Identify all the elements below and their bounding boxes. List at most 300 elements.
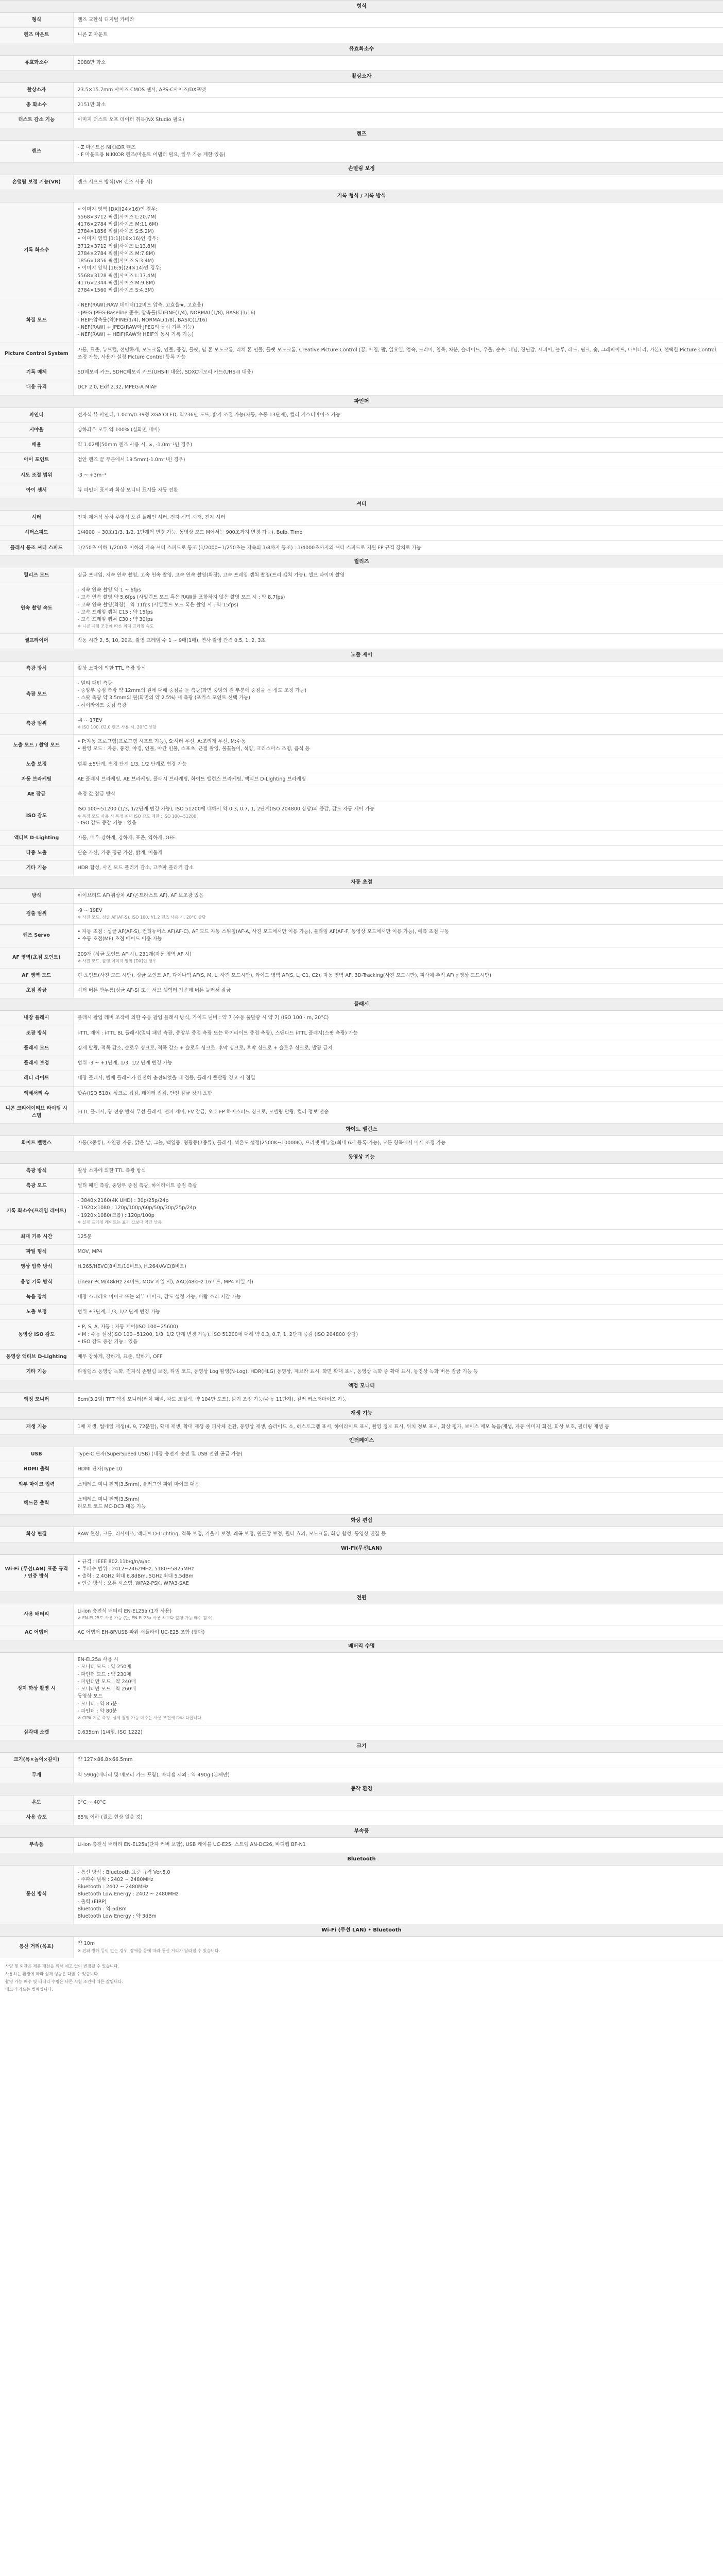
spec-value-line: 작동 시간 2, 5, 10, 20초, 촬영 프레임 수 1 ~ 9매(1매), 연사 촬영 간격 0.5, 1, 2, 3초 xyxy=(77,638,266,644)
spec-row xyxy=(0,1937,723,1958)
spec-value-line: i-TTL 플래시, 광 전송 방식 무선 플래시, 전파 제어, FV 잠금, 오토 FP 하이스피드 싱크로, 모델링 발광, 컬러 정보 전송 xyxy=(77,1109,329,1115)
spec-value-line: • 출력 : 2.4GHz 최대 6.8dBm, 5GHz 최대 5.5dBm xyxy=(77,1573,194,1579)
spec-row xyxy=(0,583,723,634)
spec-value xyxy=(73,1041,723,1056)
spec-value xyxy=(73,365,723,380)
spec-value xyxy=(73,453,723,468)
spec-row xyxy=(0,438,723,453)
spec-label: 니콘 크리에이티브 라이팅 시스템 xyxy=(0,1101,73,1124)
spec-row xyxy=(0,1865,723,1924)
spec-row xyxy=(0,365,723,380)
spec-label: 대응 규격 xyxy=(0,380,73,395)
spec-row xyxy=(0,540,723,555)
spec-value xyxy=(73,1350,723,1365)
spec-label: 렌즈 마운트 xyxy=(0,28,73,43)
spec-row xyxy=(0,1041,723,1056)
spec-value-line: 측정 값 잠금 방식 xyxy=(77,791,115,797)
spec-label: 렌즈 xyxy=(0,140,73,163)
spec-value-line: 209개 (싱글 포인트 AF 시), 231개(자동 영역 AF 시) xyxy=(77,951,192,957)
spec-row xyxy=(0,1245,723,1260)
spec-label: 유효화소수 xyxy=(0,55,73,70)
spec-value-line: 약 10m xyxy=(77,1941,95,1947)
spec-row xyxy=(0,1071,723,1086)
spec-value-line: AC 어댑터 EH-8P/USB 파워 서플라이 UC-E25 조합 (별매) xyxy=(77,1629,205,1635)
spec-value xyxy=(73,1320,723,1350)
spec-value-line: - 고속 프레임 캡쳐 C30 : 약 30fps xyxy=(77,617,153,622)
spec-row xyxy=(0,831,723,845)
spec-value xyxy=(73,1290,723,1304)
spec-value-line: • 이미지 영역 [1:1](16×16)인 경우: xyxy=(77,236,159,242)
spec-value-line: 2151만 화소 xyxy=(77,102,106,108)
spec-row xyxy=(0,1768,723,1783)
spec-value xyxy=(73,540,723,555)
spec-row xyxy=(0,676,723,713)
spec-value xyxy=(73,1163,723,1178)
spec-label: 셀프타이머 xyxy=(0,634,73,649)
spec-value-line: SD메모리 카드, SDHC메모리 카드(UHS-II 대응), SDXC메모리 카드(UHS-II 대응) xyxy=(77,369,253,375)
spec-value-line: 4176×2344 픽셀(사이즈 M:9.8M) xyxy=(77,280,155,286)
spec-value xyxy=(73,1194,723,1230)
spec-value-line: 플래시 팝업 레버 조작에 의한 수동 팝업 플래시 방식, 가이드 넘버 : 약 7 (수동 풀발광 시 약 7) (ISO 100 · m, 20°C) xyxy=(77,1015,329,1021)
spec-value-line: ※ 사진 모드, 싱글 AF(AF-S), ISO 100, f/1.2 렌즈 사용 시, 20°C 상당 xyxy=(77,915,206,920)
spec-row xyxy=(0,903,723,924)
section-title: 액정 모니터 xyxy=(0,1380,723,1392)
spec-value xyxy=(73,1492,723,1515)
spec-value-line: 리모트 코드 MC-DC3 대응 가능 xyxy=(77,1504,146,1510)
spec-value-line: 타임랩스 동영상 녹화, 전자식 손떨림 보정, 타임 코드, 동영상 Log 촬영(N-Log), HDR(HLG) 동영상, 제브라 표시, 화면 확대 표시, 동영상 녹화 중 확대 표시, 동영상 녹화 버튼 잠금 기능 등 xyxy=(77,1369,478,1375)
spec-value-line: - JPEG:JPEG-Baseline 준수, 압축률(약)FINE(1/4), NORMAL(1/8), BASIC(1/16) xyxy=(77,310,256,316)
spec-value-line: • 촬영 모드 : 자동, 풍경, 야경, 인물, 야간 인물, 스포츠, 근접 촬영, 불꽃놀이, 석양, 크리스마스 조명, 음식 등 xyxy=(77,746,310,752)
section-title: 인터페이스 xyxy=(0,1435,723,1447)
section-header xyxy=(0,1640,723,1653)
spec-value-line: 8cm(3.2형) TFT 액정 모니터(터치 패널, 각도 조절식, 약 104만 도트), 밝기 조정 가능(수동 11단계), 컬러 커스터마이즈 가능 xyxy=(77,1396,347,1402)
spec-value-line: RAW 현상, 크롭, 리사이즈, 액티브 D-Lighting, 적목 보정, 기울기 보정, 왜곡 보정, 원근감 보정, 필터 효과, 모노크롬, 화상 합성, 동영상 편집 등 xyxy=(77,1531,386,1537)
spec-value xyxy=(73,408,723,422)
section-header xyxy=(0,190,723,202)
spec-table-body xyxy=(0,1,723,1958)
spec-value xyxy=(73,202,723,298)
spec-value-line: 렌즈 시프트 방식(VR 렌즈 사용 시) xyxy=(77,179,153,185)
spec-row xyxy=(0,1753,723,1768)
spec-label: AC 어댑터 xyxy=(0,1625,73,1640)
spec-value xyxy=(73,113,723,128)
spec-row xyxy=(0,28,723,43)
spec-value xyxy=(73,1101,723,1124)
spec-value xyxy=(73,1865,723,1924)
spec-row xyxy=(0,298,723,343)
section-title: 형식 xyxy=(0,1,723,13)
spec-value xyxy=(73,343,723,365)
spec-value-line: - NEF(RAW) + HEIF(RAW와 HEIF의 동시 기록 기능) xyxy=(77,332,194,338)
spec-value-line: EN-EL25a 사용 시 xyxy=(77,1657,118,1663)
section-title: 화이트 밸런스 xyxy=(0,1124,723,1136)
section-title: 유효화소수 xyxy=(0,43,723,55)
section-title: 전원 xyxy=(0,1591,723,1604)
spec-label: 플래시 동조 셔터 스피드 xyxy=(0,540,73,555)
spec-value-line: • P:자동 프로그램(프로그램 시프트 가능), S:셔터 우선, A:조리개 우선, M:수동 xyxy=(77,739,246,744)
spec-value xyxy=(73,1462,723,1477)
spec-value-line: • 인증 방식 : 오픈 시스템, WPA2-PSK, WPA3-SAE xyxy=(77,1581,189,1587)
spec-value xyxy=(73,676,723,713)
spec-label: ISO 감도 xyxy=(0,802,73,831)
spec-label: 초점 잠금 xyxy=(0,984,73,998)
spec-value-line: HDR 합성, 사진 모드 플리커 감소, 고주파 플리커 감소 xyxy=(77,865,194,871)
spec-value-line: 전자식 뷰 파인더, 1.0cm/0.39형 XGA OLED, 약236만 도트, 밝기 조절 가능(자동, 수동 13단계), 컬러 커스터마이즈 가능 xyxy=(77,412,340,418)
spec-value-line: • 이미지 영역 [DX](24×16)인 경우: xyxy=(77,207,158,213)
section-title: 화상 편집 xyxy=(0,1515,723,1527)
spec-value-line: ※ 전파 방해 등이 없는 경우. 장애물 등에 따라 통신 거리가 달라질 수 있습니다. xyxy=(77,1948,220,1953)
section-title: 재생 기능 xyxy=(0,1407,723,1419)
spec-value xyxy=(73,1260,723,1275)
spec-row xyxy=(0,713,723,734)
spec-label: 음성 기록 방식 xyxy=(0,1275,73,1290)
spec-value xyxy=(73,661,723,676)
spec-value-line: Bluetooth Low Energy : 약 3dBm xyxy=(77,1913,157,1919)
spec-value xyxy=(73,526,723,540)
spec-value-line: 니콘 Z 마운트 xyxy=(77,32,108,38)
spec-row xyxy=(0,634,723,649)
spec-value-line: ※ 니콘 시험 조건에 따른 최대 프레임 속도 xyxy=(77,624,154,629)
spec-value xyxy=(73,438,723,453)
spec-value xyxy=(73,298,723,343)
spec-label: 레디 라이트 xyxy=(0,1071,73,1086)
spec-label: 방식 xyxy=(0,888,73,903)
spec-label: 재생 기능 xyxy=(0,1419,73,1434)
spec-label: 시도 조절 범위 xyxy=(0,468,73,483)
spec-value xyxy=(73,713,723,734)
spec-value-line: • M : 수동 설정(ISO 100~51200, 1/3, 1/2 단계 변경 가능), ISO 51200에 대해 약 0.3, 0.7, 1, 2단계 증감 (ISO 204800 상당) xyxy=(77,1331,358,1337)
spec-label: 아이 포인트 xyxy=(0,453,73,468)
spec-value xyxy=(73,1071,723,1086)
spec-value xyxy=(73,140,723,163)
spec-value xyxy=(73,380,723,395)
spec-value-line: - 멀티 패턴 측광 xyxy=(77,680,113,686)
spec-label: 셔터 xyxy=(0,511,73,526)
spec-row xyxy=(0,1260,723,1275)
footnotes xyxy=(0,1958,723,2004)
section-title: 크기 xyxy=(0,1740,723,1753)
section-header xyxy=(0,163,723,175)
section-title: 릴리즈 xyxy=(0,555,723,568)
spec-value-line: 강제 발광, 적목 감소, 슬로우 싱크로, 적목 감소 + 슬로우 싱크로, 후막 싱크로, 후막 싱크로 + 슬로우 싱크로, 발광 금지 xyxy=(77,1045,333,1051)
spec-row xyxy=(0,925,723,947)
spec-value-line: 2784×2784 픽셀(사이즈 M:7.8M) xyxy=(77,250,155,257)
spec-row xyxy=(0,1419,723,1434)
spec-value-line: - 고속 프레임 캡쳐 C15 : 약 15fps xyxy=(77,609,153,615)
section-header xyxy=(0,1124,723,1136)
spec-value-line: -4 ~ 17EV xyxy=(77,717,102,723)
spec-row xyxy=(0,1320,723,1350)
spec-value-line: 범위 ±5단계, 변경 단계 1/3, 1/2 단계로 변경 가능 xyxy=(77,761,187,767)
spec-value-line: 촬상 소자에 의한 TTL 측광 방식 xyxy=(77,1167,146,1174)
spec-value-line: - 주파수 범위 : 2402 ~ 2480MHz xyxy=(77,1876,153,1883)
spec-row xyxy=(0,1136,723,1151)
spec-label: 사용 습도 xyxy=(0,1810,73,1825)
section-header xyxy=(0,1740,723,1753)
spec-row xyxy=(0,568,723,583)
spec-label: 총 화소수 xyxy=(0,98,73,113)
spec-value xyxy=(73,1810,723,1825)
spec-row xyxy=(0,1527,723,1542)
spec-value-line: - 모니터 모드 : 약 250매 xyxy=(77,1664,131,1670)
spec-label: 검출 범위 xyxy=(0,903,73,924)
spec-row xyxy=(0,1392,723,1407)
section-header xyxy=(0,395,723,408)
spec-row xyxy=(0,984,723,998)
spec-label: 녹음 장치 xyxy=(0,1290,73,1304)
spec-label: 기록 화소수 xyxy=(0,202,73,298)
spec-label: 더스트 감소 기능 xyxy=(0,113,73,128)
section-title: 촬상소자 xyxy=(0,70,723,82)
spec-value xyxy=(73,947,723,968)
spec-value-line: - 3840×2160(4K UHD) : 30p/25p/24p xyxy=(77,1198,169,1204)
spec-row xyxy=(0,735,723,757)
section-header xyxy=(0,43,723,55)
spec-row xyxy=(0,483,723,498)
spec-value-line: - HEIF:압축률(약)FINE(1/4), NORMAL(1/8), BASIC(1/16) xyxy=(77,317,208,323)
section-title: 기록 형식 / 기록 방식 xyxy=(0,190,723,202)
spec-value xyxy=(73,1447,723,1462)
spec-value-line: 동영상 모드 xyxy=(77,1693,103,1700)
spec-value xyxy=(73,802,723,831)
spec-value-line: - 모니터만 모드 : 약 260매 xyxy=(77,1686,136,1692)
spec-value-line: 자동, 매우 강하게, 강하게, 표준, 약하게, OFF xyxy=(77,835,175,841)
spec-value-line: 접안 렌즈 끝 부분에서 19.5mm(-1.0m⁻¹인 경우) xyxy=(77,457,185,463)
spec-value-line: 2784×1560 픽셀(사이즈 S:4.3M) xyxy=(77,287,154,293)
spec-value-line: 약 127×86.8×66.5mm xyxy=(77,1757,133,1763)
section-header xyxy=(0,555,723,568)
section-header xyxy=(0,998,723,1011)
spec-value-line: - 모니터 : 약 85분 xyxy=(77,1701,117,1707)
spec-value xyxy=(73,757,723,772)
spec-label: 최대 기록 시간 xyxy=(0,1229,73,1244)
spec-row xyxy=(0,1056,723,1071)
spec-row xyxy=(0,1554,723,1591)
spec-value xyxy=(73,1245,723,1260)
spec-value-line: 뷰 파인더 표시와 화상 모니터 표시를 자동 전환 xyxy=(77,487,179,493)
spec-label: 크기(폭×높이×깊이) xyxy=(0,1753,73,1768)
spec-value xyxy=(73,787,723,802)
spec-row xyxy=(0,1795,723,1810)
spec-value xyxy=(73,925,723,947)
spec-label: 부속품 xyxy=(0,1838,73,1853)
spec-label: 액정 모니터 xyxy=(0,1392,73,1407)
spec-value xyxy=(73,1554,723,1591)
spec-value xyxy=(73,1275,723,1290)
spec-row xyxy=(0,408,723,422)
spec-value-line: 1/4000 ~ 30초(1/3, 1/2, 1단계씩 변경 가능, 동영상 모드 M에서는 900초까지 변경 가능), Bulb, Time xyxy=(77,530,303,536)
section-title: 배터리 수명 xyxy=(0,1640,723,1653)
spec-value xyxy=(73,1768,723,1783)
spec-value xyxy=(73,1604,723,1625)
spec-value-line: - Z 마운트용 NIKKOR 렌즈 xyxy=(77,144,136,150)
spec-row xyxy=(0,1101,723,1124)
section-header xyxy=(0,1924,723,1937)
spec-value-line: ※ CIPA 기준 측정. 실제 촬영 가능 매수는 사용 조건에 따라 다릅니다. xyxy=(77,1716,203,1720)
spec-row xyxy=(0,422,723,437)
spec-row xyxy=(0,1178,723,1193)
spec-value xyxy=(73,583,723,634)
spec-value-line: 상하좌우 모두 약 100% (실화면 대비) xyxy=(77,427,160,433)
spec-value xyxy=(73,1136,723,1151)
spec-row xyxy=(0,802,723,831)
spec-label: 자동 브라케팅 xyxy=(0,772,73,787)
spec-value xyxy=(73,968,723,983)
section-header xyxy=(0,1435,723,1447)
spec-value-line: ※ EN-EL25도 사용 가능 (단, EN-EL25a 사용 시보다 촬영 가능 매수 감소) xyxy=(77,1615,213,1620)
spec-value-line: 약 590g(배터리 및 메모리 카드 포함), 바디캡 제외 : 약 490g (본체만) xyxy=(77,1772,230,1778)
spec-row xyxy=(0,1604,723,1625)
section-header xyxy=(0,498,723,511)
spec-value-line: 2088만 화소 xyxy=(77,59,106,65)
spec-value-line: 셔터 버튼 반누름(싱글 AF-S) 또는 서브 셀렉터 가운데 버튼 눌러서 잠금 xyxy=(77,988,231,993)
section-header xyxy=(0,1380,723,1392)
spec-label: 파인더 xyxy=(0,408,73,422)
spec-label: 기타 기능 xyxy=(0,1365,73,1380)
spec-label: 파일 형식 xyxy=(0,1245,73,1260)
section-title: 플래시 xyxy=(0,998,723,1011)
spec-label: 플래시 보정 xyxy=(0,1056,73,1071)
spec-value-line: - 출력 (EIRP) xyxy=(77,1899,107,1905)
spec-value xyxy=(73,888,723,903)
spec-value-line: • 이미지 영역 [16:9](24×14)인 경우: xyxy=(77,265,162,272)
spec-value xyxy=(73,903,723,924)
spec-row xyxy=(0,1305,723,1320)
spec-row xyxy=(0,98,723,113)
spec-value-line: 스테레오 미니 핀잭(3.5mm), 플러그인 파워 마이크 대응 xyxy=(77,1481,200,1487)
section-header xyxy=(0,1515,723,1527)
spec-row xyxy=(0,1229,723,1244)
spec-value xyxy=(73,1392,723,1407)
spec-value-line: 스테레오 미니 핀잭(3.5mm) xyxy=(77,1496,140,1502)
spec-value-line: 범위 ±3단계, 1/3, 1/2 단계 변경 가능 xyxy=(77,1309,161,1315)
footnote: 촬영 가능 매수 및 배터리 수명은 니콘 시험 조건에 따른 값입니다. xyxy=(5,1979,123,1984)
spec-value-line: 1856×1856 픽셀(사이즈 S:3.4M) xyxy=(77,258,154,264)
spec-value-line: 3712×3712 픽셀(사이즈 L:13.8M) xyxy=(77,243,157,249)
spec-value xyxy=(73,1026,723,1041)
spec-row xyxy=(0,846,723,861)
spec-value-line: 4176×2784 픽셀(사이즈 M:11.6M) xyxy=(77,221,158,227)
spec-value-line: 전자 제어식 상하 주행식 포컬 플레인 셔터, 전자 선막 셔터, 전자 셔터 xyxy=(77,515,226,520)
section-title: 손떨림 보정 xyxy=(0,163,723,175)
spec-label: 동영상 ISO 감도 xyxy=(0,1320,73,1350)
section-header xyxy=(0,649,723,661)
spec-value xyxy=(73,1229,723,1244)
spec-value-line: 하이브리드 AF(위상차 AF/콘트라스트 AF), AF 보조광 있음 xyxy=(77,892,204,899)
spec-label: 액세서리 슈 xyxy=(0,1086,73,1101)
spec-value-line: Li-ion 충전식 배터리 EN-EL25a(단자 커버 포함), USB 케이블 UC-E25, 스트랩 AN-DC26, 바디캡 BF-N1 xyxy=(77,1842,306,1848)
spec-label: 측광 모드 xyxy=(0,1178,73,1193)
spec-value-line: 125분 xyxy=(77,1233,92,1240)
spec-value-line: 1매 재생, 썸네일 재생(4, 9, 72분할), 확대 재생, 확대 재생 중 피사체 전환, 동영상 재생, 슬라이드 쇼, 히스토그램 표시, 하이라이트 표시, 촬영 정보 표시, 위치 정보 표시, 화상 평가, 보이스 메모 녹음/재생, 자동 이미지 회전, 화상 보호, 필터링 재생 등 xyxy=(77,1423,610,1430)
spec-row xyxy=(0,1163,723,1178)
spec-value xyxy=(73,1753,723,1768)
footnote: 메모리 카드는 별매입니다. xyxy=(5,1987,53,1992)
spec-value xyxy=(73,13,723,28)
spec-row xyxy=(0,1350,723,1365)
spec-value-line: - 스팟 측광 약 3.5mm의 원(화면의 약 2.5%) 내 측광 (포커스 포인트 선택 가능) xyxy=(77,695,251,701)
spec-value-line: Linear PCM(48kHz 24비트, MOV 파일 시), AAC(48kHz 16비트, MP4 파일 시) xyxy=(77,1279,253,1285)
spec-row xyxy=(0,1725,723,1740)
spec-value-line: - 파인더 모드 : 약 230매 xyxy=(77,1671,131,1677)
spec-value-line: 이미지 더스트 오프 데이터 취득(NX Studio 필요) xyxy=(77,117,184,123)
spec-value xyxy=(73,735,723,757)
spec-label: AE 잠금 xyxy=(0,787,73,802)
spec-label: 셔터스피드 xyxy=(0,526,73,540)
spec-value xyxy=(73,1653,723,1725)
spec-label: 형식 xyxy=(0,13,73,28)
spec-label: 무게 xyxy=(0,1768,73,1783)
spec-label: 노출 모드 / 촬영 모드 xyxy=(0,735,73,757)
spec-value xyxy=(73,55,723,70)
spec-value-line: Li-ion 충전식 배터리 EN-EL25a (1개 사용) xyxy=(77,1608,172,1614)
spec-label: 액티브 D-Lighting xyxy=(0,831,73,845)
section-title: Wi-Fi (무선 LAN) • Bluetooth xyxy=(0,1924,723,1937)
spec-value-line: i-TTL 제어 : i-TTL BL 플래시(멀티 패턴 측광, 중앙부 중점 측광 또는 하이라이트 중점 측광), 스탠다드 i-TTL 플래시(스팟 측광) 가능 xyxy=(77,1030,358,1036)
spec-value-line: ※ 사진 모드, 촬영 이미지 영역 [DX]인 경우 xyxy=(77,958,157,963)
spec-value-line: DCF 2.0, Exif 2.32, MPEG-A MIAF xyxy=(77,384,157,391)
footnote: 사용하는 환경에 따라 실제 성능은 다를 수 있습니다. xyxy=(5,1971,99,1976)
spec-value xyxy=(73,984,723,998)
spec-value xyxy=(73,1625,723,1640)
spec-value-line: 싱글 프레임, 저속 연속 촬영, 고속 연속 촬영, 고속 연속 촬영(확장), 고속 프레임 캡쳐 촬영(프리 캡쳐 가능), 셀프 타이머 촬영 xyxy=(77,572,345,578)
spec-label: 기타 기능 xyxy=(0,861,73,876)
spec-value-line: 단순 가산, 가중 평균 가산, 밝게, 어둡게 xyxy=(77,850,163,856)
spec-row xyxy=(0,526,723,540)
spec-label: HDMI 출력 xyxy=(0,1462,73,1477)
spec-label: 영상 압축 방식 xyxy=(0,1260,73,1275)
spec-value-line: - 고속 연속 촬영(확장) : 약 11fps (사일런트 모드 혹은 촬영 시 : 약 15fps) xyxy=(77,602,238,608)
section-header xyxy=(0,1783,723,1795)
spec-row xyxy=(0,175,723,190)
spec-label: 측광 모드 xyxy=(0,676,73,713)
spec-row xyxy=(0,343,723,365)
spec-value-line: MOV, MP4 xyxy=(77,1249,102,1255)
spec-value-line: • 규격 : IEEE 802.11b/g/n/a/ac xyxy=(77,1558,150,1565)
spec-value xyxy=(73,1838,723,1853)
spec-label: Wi-Fi (무선LAN) 표준 규격 / 인증 방식 xyxy=(0,1554,73,1591)
spec-value-line: -9 ~ 19EV xyxy=(77,907,102,913)
spec-row xyxy=(0,888,723,903)
spec-label: USB xyxy=(0,1447,73,1462)
spec-value-line: • 수동 초점(MF) 초점 에이드 이용 가능 xyxy=(77,936,162,942)
spec-value-line: 핀 포인트(사진 모드 시만), 싱글 포인트 AF, 다이나믹 AF(S, M, L, 사진 모드시만), 와이드 영역 AF(S, L, C1, C2), 자동 영역 AF, 3D-Tracking(사진 모드시만), 피사체 추적 AF(동영상 모드시만) xyxy=(77,972,492,978)
spec-value-line: - 1920×1080(크롭) : 120p/100p xyxy=(77,1212,154,1218)
spec-row xyxy=(0,202,723,298)
spec-label: 온도 xyxy=(0,1795,73,1810)
spec-label: 화상 편집 xyxy=(0,1527,73,1542)
spec-row xyxy=(0,468,723,483)
footnote: 사양 및 외관은 제품 개선을 위해 예고 없이 변경될 수 있습니다. xyxy=(5,1963,119,1969)
spec-label: 통신 거리(목표) xyxy=(0,1937,73,1958)
spec-value-line: • 주파수 범위 : 2412~2462MHz, 5180~5825MHz xyxy=(77,1566,194,1572)
spec-label: 화질 모드 xyxy=(0,298,73,343)
spec-label: 기록 화소수(프레임 레이트) xyxy=(0,1194,73,1230)
spec-row xyxy=(0,947,723,968)
spec-value-line: - 파인더만 모드 : 약 240매 xyxy=(77,1679,136,1685)
spec-value xyxy=(73,1477,723,1492)
spec-value-line: 0.635cm (1/4형, ISO 1222) xyxy=(77,1730,143,1735)
spec-row xyxy=(0,1290,723,1304)
spec-value-line: Bluetooth Low Energy : 2402 ~ 2480MHz xyxy=(77,1891,179,1897)
spec-label: 플래시 모드 xyxy=(0,1041,73,1056)
section-title: 셔터 xyxy=(0,498,723,511)
spec-value-line: - 파인더 : 약 80분 xyxy=(77,1708,117,1714)
spec-row xyxy=(0,1447,723,1462)
spec-value-line: - ISO 감도 증감 기능 : 있음 xyxy=(77,820,136,826)
spec-label: 시야율 xyxy=(0,422,73,437)
spec-label: 측광 방식 xyxy=(0,661,73,676)
